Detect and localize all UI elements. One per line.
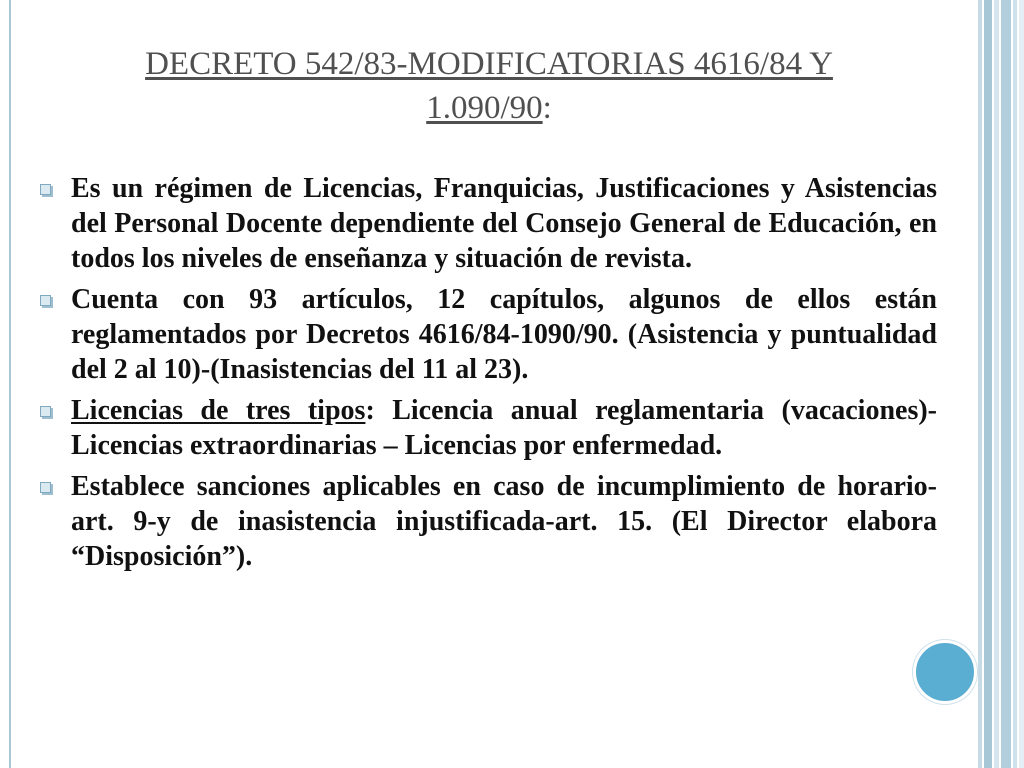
bullet-text: Cuenta con 93 artículos, 12 capítulos, algunos de ellos están reglamentados por Decretos 4616/84-1090/90. (Asistencia y puntualidad del 2 al 10)-(Inasistencias del 11 al 23). (71, 284, 937, 385)
bullet-text: Es un régimen de Licencias, Franquicias, Justificaciones y Asistencias del Personal Docente dependiente del Consejo General de Educación, en todos los niveles de enseñanza y situación de revista. (71, 173, 937, 274)
right-decor-stripe (984, 0, 992, 768)
bullet-text: Establece sanciones aplicables en caso de incumplimiento de horario-art. 9-y de inasistencia injustificada-art. 15. (El Director elabora “Disposición”). (71, 471, 937, 572)
title-line-1: DECRETO 542/83-MODIFICATORIAS 4616/84 Y (145, 46, 833, 82)
decorative-circle (913, 640, 977, 704)
left-border-rule (9, 0, 11, 768)
right-decor-stripe (1001, 0, 1011, 768)
right-decor-stripe (994, 0, 999, 768)
square-bullet-icon (40, 295, 51, 306)
title-line-2-suffix: : (542, 90, 552, 126)
right-decor-stripe (1019, 0, 1024, 768)
bullet-item (40, 171, 937, 276)
right-decor-stripe (978, 0, 982, 768)
square-bullet-icon (40, 406, 51, 417)
title-line-2: 1.090/90 (426, 90, 543, 126)
bullet-item (40, 282, 937, 387)
square-bullet-icon (40, 482, 51, 493)
square-bullet-icon (40, 184, 51, 195)
bullet-item (40, 393, 937, 463)
slide-title (30, 42, 948, 130)
right-decor-stripe (1013, 0, 1017, 768)
bullet-item (40, 469, 937, 574)
bullet-text: : Licencia anual reglamentaria (vacaciones)-Licencias extraordinarias – Licencias por enfermedad. (71, 395, 937, 461)
bullet-lead: Licencias de tres tipos (71, 395, 366, 426)
bullet-list (40, 171, 937, 580)
